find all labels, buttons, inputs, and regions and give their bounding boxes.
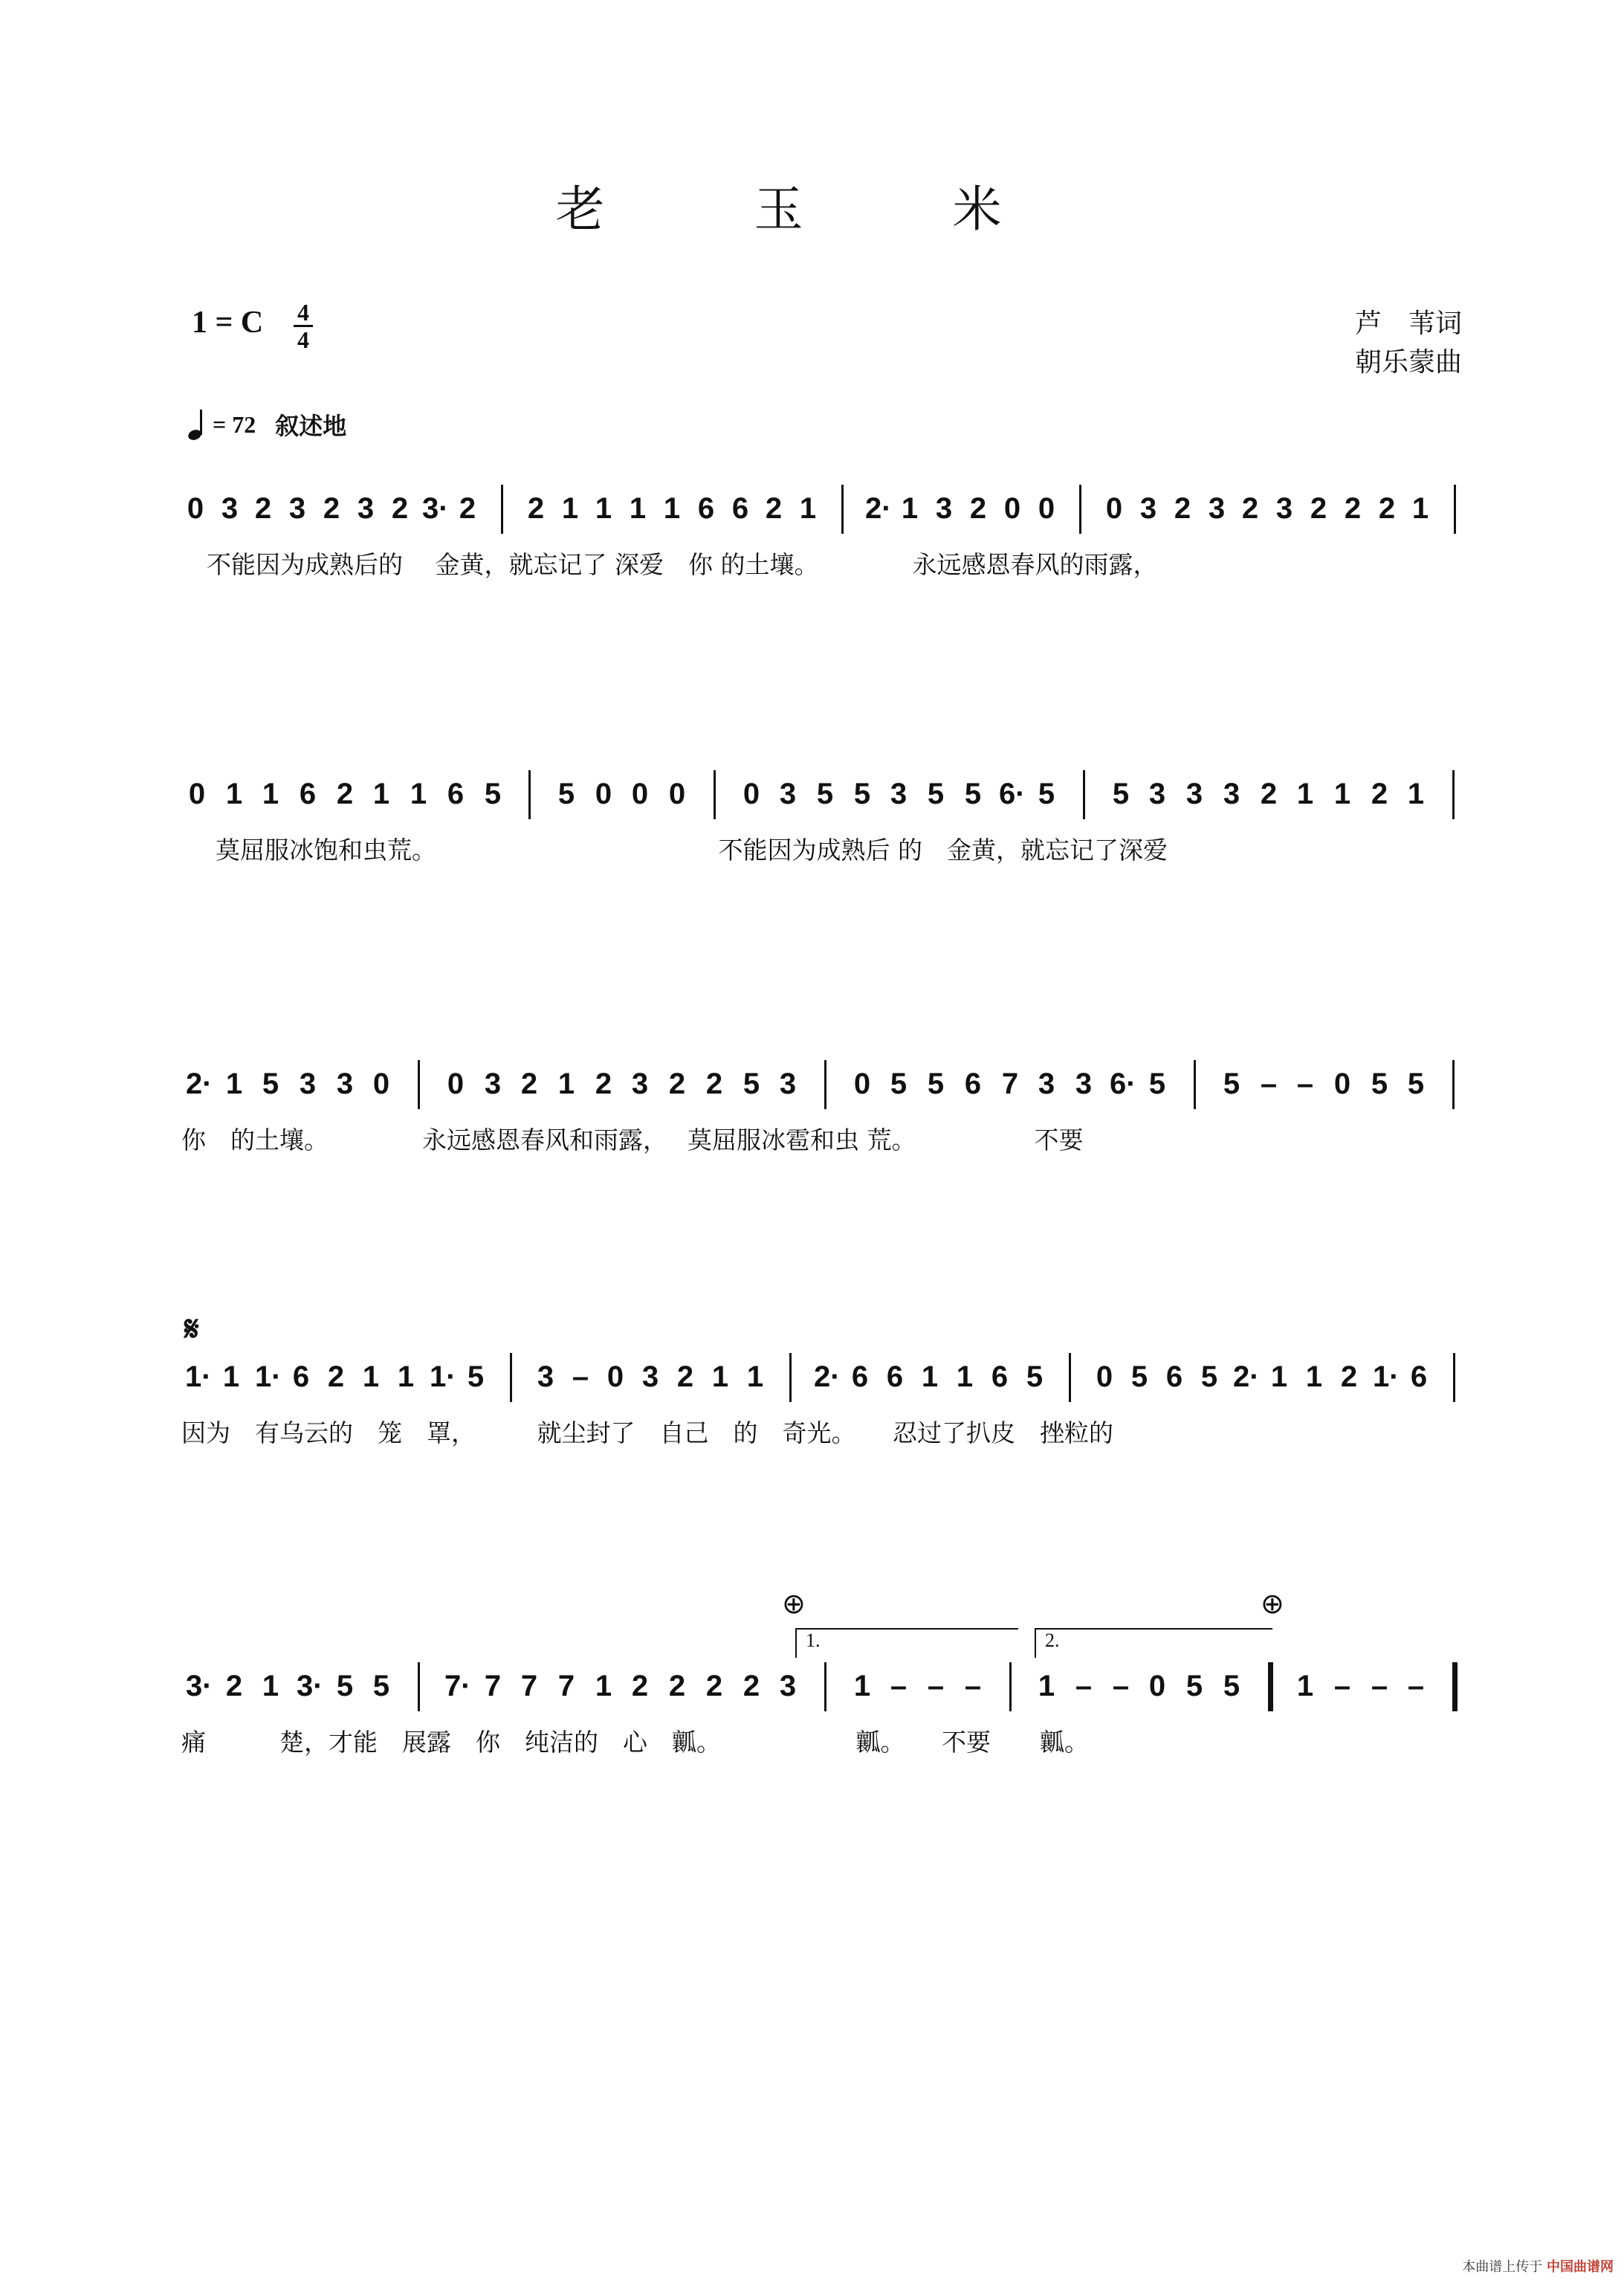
note: 1: [1411, 492, 1429, 525]
note: 5: [1026, 1360, 1044, 1393]
notation-line-3: [178, 1060, 1472, 1157]
note: 2: [1260, 778, 1278, 810]
lyric-line: [178, 1414, 1472, 1447]
note: 5: [336, 1670, 354, 1702]
sustain-dash: –: [572, 1360, 589, 1393]
note: 5: [1185, 1670, 1203, 1702]
footer-text: 本曲谱上传于: [1462, 2259, 1543, 2275]
note: 6·: [1110, 1068, 1136, 1100]
note-row: [178, 1060, 1472, 1108]
lyric-text: 莫屈服冰饱和虫荒。 不能因为成熟后 的 金黄，就忘记了深爱: [216, 836, 1168, 865]
lyric-line: [178, 546, 1472, 578]
credits: [1355, 305, 1462, 382]
barline: [1009, 1662, 1012, 1711]
note: 1: [901, 492, 919, 525]
notation-line-5: [178, 1662, 1472, 1759]
segno-sign: 𝄋: [184, 1308, 199, 1349]
note: 7: [557, 1670, 575, 1702]
barline: [824, 1662, 826, 1711]
note-row: [178, 770, 1472, 818]
note: 5: [816, 778, 834, 810]
note: 2: [1174, 492, 1191, 525]
note: 2·: [814, 1360, 841, 1393]
note: 2: [520, 1068, 538, 1100]
note: 1: [799, 492, 817, 525]
lyric-text: 痛 楚，才能 展露 你 纯洁的 心 瓤。 瓤。 不要 瓤。: [181, 1728, 1089, 1757]
note: 2: [1241, 492, 1259, 525]
note: 0: [1038, 492, 1055, 525]
note: 2: [668, 1068, 686, 1100]
note: 6: [731, 492, 749, 525]
composer: 朝乐蒙曲: [1354, 347, 1462, 378]
note: 1: [1333, 778, 1351, 810]
quarter-note-icon: [187, 408, 207, 441]
note: 2: [459, 492, 476, 525]
note: 1: [372, 778, 390, 810]
barline: [1453, 1353, 1455, 1402]
note: 5: [1130, 1360, 1148, 1393]
note: 5: [467, 1360, 485, 1393]
note: 6: [964, 1068, 982, 1100]
note: 3: [1075, 1068, 1093, 1100]
barline: [418, 1662, 420, 1711]
note: 6·: [999, 778, 1026, 810]
note: 1: [921, 1360, 939, 1393]
note: 7: [484, 1670, 502, 1702]
note: 1: [853, 1670, 871, 1702]
note: 3: [221, 492, 239, 525]
note: 0: [595, 778, 612, 810]
lyric-line: [178, 1723, 1472, 1756]
lyric-line: [178, 831, 1472, 864]
note: 1: [629, 492, 647, 525]
note: 1: [225, 778, 243, 810]
note: 2: [705, 1068, 723, 1100]
volta-first-ending: 1.: [795, 1628, 1018, 1658]
lyric-text: 你 的土壤。 永远感恩春风和雨露， 莫屈服冰雹和虫 荒。 不要: [181, 1126, 1084, 1155]
sustain-dash: –: [1260, 1068, 1278, 1100]
note: 1: [262, 1670, 279, 1702]
note: 6: [292, 1360, 310, 1393]
barline: [1454, 485, 1456, 534]
note: 3·: [422, 492, 449, 525]
note: 2: [765, 492, 783, 525]
note: 3·: [186, 1670, 213, 1702]
barline: [1194, 1060, 1196, 1109]
note: 2·: [186, 1068, 213, 1100]
sustain-dash: –: [890, 1670, 908, 1702]
note: 0: [1148, 1670, 1166, 1702]
note: 2: [336, 778, 354, 810]
note: 5: [484, 778, 502, 810]
note: 7: [520, 1670, 538, 1702]
note: 5: [557, 778, 575, 810]
sustain-dash: –: [1075, 1670, 1093, 1702]
note: 6: [991, 1360, 1009, 1393]
double-barline: [1452, 1662, 1458, 1711]
note: 2: [254, 492, 272, 525]
barline: [1452, 770, 1455, 819]
note-row: [178, 1662, 1472, 1710]
note: 3: [641, 1360, 659, 1393]
footer-credit: [1462, 2256, 1614, 2276]
note: 5: [1223, 1670, 1240, 1702]
sustain-dash: –: [927, 1670, 945, 1702]
note: 2: [1378, 492, 1396, 525]
note: 1: [663, 492, 681, 525]
barline: [501, 485, 503, 534]
note: 1: [397, 1360, 415, 1393]
note: 2: [705, 1670, 723, 1702]
note: 3: [779, 778, 797, 810]
note: 0: [1105, 492, 1123, 525]
note: 3: [537, 1360, 554, 1393]
note: 1: [1296, 778, 1314, 810]
note: 2: [1310, 492, 1327, 525]
note: 3: [890, 778, 908, 810]
note: 5: [927, 778, 945, 810]
barline: [1452, 1060, 1455, 1109]
note: 5: [372, 1670, 390, 1702]
notation-line-1: [178, 485, 1472, 581]
note: 3: [1208, 492, 1226, 525]
note: 3: [1148, 778, 1166, 810]
note: 7·: [444, 1670, 471, 1702]
double-barline: [1268, 1662, 1273, 1711]
note: 1: [711, 1360, 729, 1393]
note: 0: [372, 1068, 390, 1100]
tempo-marking: [187, 407, 346, 442]
sustain-dash: –: [964, 1670, 982, 1702]
note: 3·: [297, 1670, 323, 1702]
note: 3: [1275, 492, 1293, 525]
note: 5: [1200, 1360, 1218, 1393]
note: 6: [299, 778, 317, 810]
note: 5: [853, 778, 871, 810]
note: 1: [595, 492, 612, 525]
note: 2: [1371, 778, 1388, 810]
note: 3: [288, 492, 306, 525]
note: 1: [1305, 1360, 1323, 1393]
key-signature: 1 = C: [192, 306, 264, 340]
barline: [824, 1060, 826, 1109]
note: 1·: [185, 1360, 212, 1393]
note: 1·: [1373, 1360, 1400, 1393]
note: 2·: [865, 492, 892, 525]
note: 1: [225, 1068, 243, 1100]
note: 2: [323, 492, 340, 525]
note: 2: [595, 1068, 612, 1100]
note: 3: [779, 1670, 797, 1702]
note-row: [178, 1353, 1472, 1401]
volta-second-ending: 2.: [1035, 1628, 1272, 1658]
sustain-dash: –: [1407, 1670, 1425, 1702]
note: 1: [561, 492, 579, 525]
note: 2: [631, 1670, 649, 1702]
note: 1: [262, 778, 279, 810]
barline: [789, 1353, 792, 1402]
note: 2: [225, 1670, 243, 1702]
note: 3: [935, 492, 953, 525]
note: 3: [779, 1068, 797, 1100]
lyric-line: [178, 1121, 1472, 1154]
note: 2: [1344, 492, 1362, 525]
note: 6: [886, 1360, 904, 1393]
note: 5: [1371, 1068, 1388, 1100]
note: 1: [1270, 1360, 1288, 1393]
notation-line-4: [178, 1353, 1472, 1450]
note: 3: [357, 492, 375, 525]
note: 0: [1333, 1068, 1351, 1100]
barline: [1069, 1353, 1071, 1402]
note: 5: [262, 1068, 279, 1100]
note: 0: [188, 778, 206, 810]
barline: [1083, 770, 1085, 819]
note: 0: [447, 1068, 465, 1100]
barline: [841, 485, 844, 534]
barline: [418, 1060, 420, 1109]
note: 3: [299, 1068, 317, 1100]
note: 0: [606, 1360, 624, 1393]
note: 5: [1148, 1068, 1166, 1100]
note: 5: [1112, 778, 1130, 810]
note: 5: [1223, 1068, 1240, 1100]
note: 2: [527, 492, 545, 525]
barline: [510, 1353, 512, 1402]
note: 2: [676, 1360, 694, 1393]
note: 2: [391, 492, 409, 525]
note: 0: [631, 778, 649, 810]
note: 6: [851, 1360, 869, 1393]
note: 1: [557, 1068, 575, 1100]
note: 1: [1296, 1670, 1314, 1702]
notation-line-2: [178, 770, 1472, 867]
note: 5: [890, 1068, 908, 1100]
note: 5: [743, 1068, 760, 1100]
note: 2: [743, 1670, 760, 1702]
note: 0: [187, 492, 204, 525]
sustain-dash: –: [1333, 1670, 1351, 1702]
note: 3: [1038, 1068, 1055, 1100]
time-signature: [294, 300, 313, 352]
note: 6: [1165, 1360, 1183, 1393]
time-signature-top: 4: [297, 299, 309, 326]
note: 6: [447, 778, 465, 810]
note: 0: [1003, 492, 1021, 525]
note: 0: [1096, 1360, 1113, 1393]
note: 5: [1038, 778, 1055, 810]
note: 3: [1139, 492, 1157, 525]
note: 7: [1001, 1068, 1019, 1100]
note: 1: [222, 1360, 240, 1393]
note: 1·: [255, 1360, 282, 1393]
coda-sign: ⊕: [782, 1587, 806, 1620]
song-title: 老 玉 米: [555, 181, 1069, 238]
tempo-expression: 叙述地: [275, 412, 347, 440]
note: 0: [853, 1068, 871, 1100]
lyricist: 芦 苇词: [1354, 309, 1462, 339]
tempo-value: = 72: [213, 410, 256, 438]
note: 3: [336, 1068, 354, 1100]
lyric-text: 因为 有乌云的 笼 罩， 就尘封了 自己 的 奇光。 忍过了扒皮 挫粒的: [181, 1418, 1113, 1447]
note: 1: [362, 1360, 380, 1393]
note: 5: [964, 778, 982, 810]
note: 6: [697, 492, 715, 525]
note: 1·: [430, 1360, 456, 1393]
note: 6: [1410, 1360, 1428, 1393]
note: 2: [969, 492, 987, 525]
note: 3: [1185, 778, 1203, 810]
sustain-dash: –: [1112, 1670, 1130, 1702]
note: 0: [668, 778, 686, 810]
note: 2: [327, 1360, 345, 1393]
note: 2: [668, 1670, 686, 1702]
note-row: [178, 485, 1472, 532]
note: 1: [746, 1360, 764, 1393]
note: 5: [1407, 1068, 1425, 1100]
note: 1: [1038, 1670, 1055, 1702]
sustain-dash: –: [1371, 1670, 1388, 1702]
sustain-dash: –: [1296, 1068, 1314, 1100]
barline: [714, 770, 716, 819]
note: 3: [1223, 778, 1240, 810]
note: 2: [1340, 1360, 1358, 1393]
note: 1: [1407, 778, 1425, 810]
lyric-text: 不能因为成熟后的 金黄，就忘记了 深爱 你 的土壤。 永远感恩春风的雨露，: [207, 550, 1158, 579]
note: 2·: [1233, 1360, 1260, 1393]
note: 3: [631, 1068, 649, 1100]
coda-sign: ⊕: [1261, 1587, 1284, 1620]
note: 5: [927, 1068, 945, 1100]
note: 1: [956, 1360, 974, 1393]
note: 3: [484, 1068, 502, 1100]
barline: [528, 770, 531, 819]
time-signature-bottom: 4: [297, 326, 309, 353]
note: 0: [743, 778, 760, 810]
note: 1: [410, 778, 427, 810]
note: 1: [595, 1670, 612, 1702]
barline: [1079, 485, 1081, 534]
footer-brand: 中国曲谱网: [1547, 2259, 1614, 2275]
